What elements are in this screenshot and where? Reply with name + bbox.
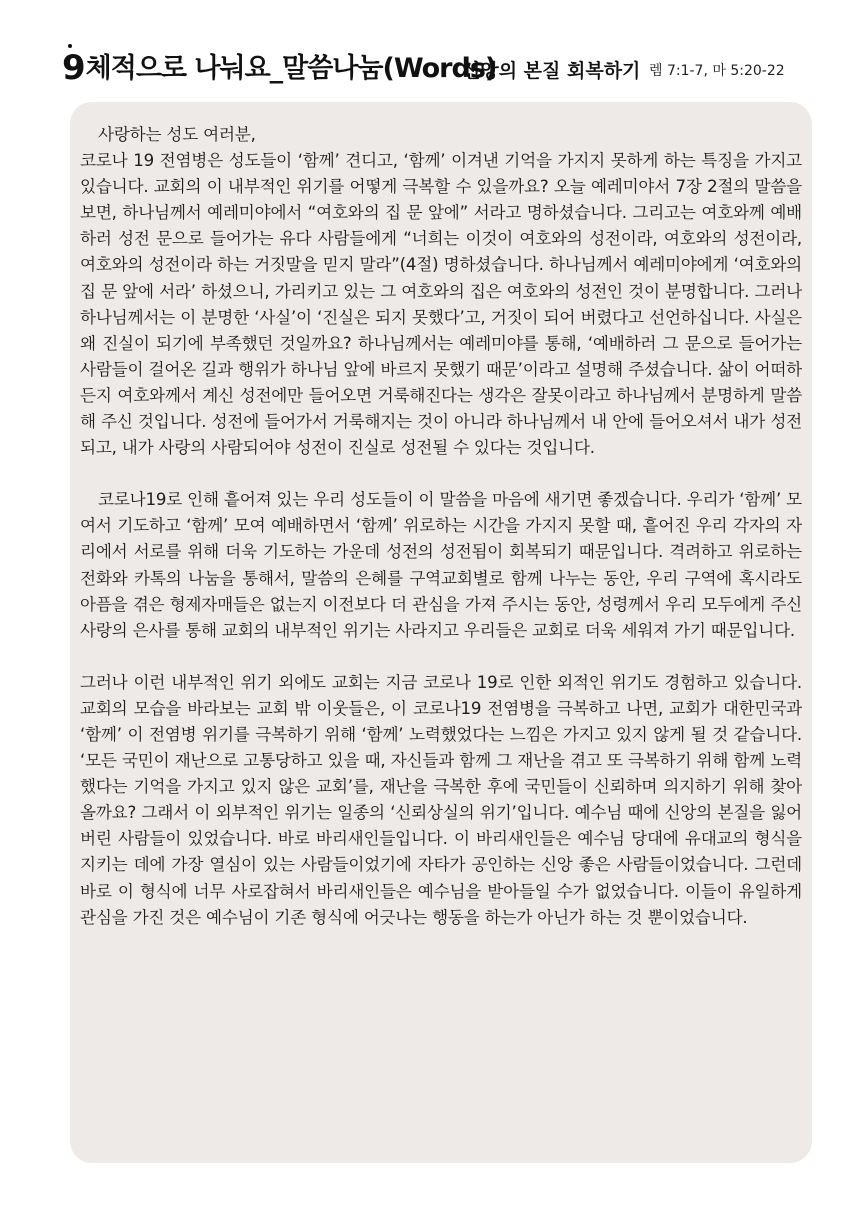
greeting: 사랑하는 성도 여러분, — [98, 125, 256, 144]
paragraph-3: 그러나 이런 내부적인 위기 외에도 교회는 지금 코로나 19로 인한 외적인 위기도 경험하고 있습니다. 교회의 모습을 바라보는 교회 밖 이웃들은, 이 코로나19 전염병을 극복하고 나면, 교회가 대한민국과 ‘함께’ 이 전염병 위기를 극복하기 위해 ‘함께’ 노력했었다는 느낌은 가지고 있지 않게 될 것 같습니다. ‘모든 국민이 재난으로 고통당하고 있을 때, 자신들과 함께 그 재난을 겪고 또 극복하기 위해 함께 노력했다는 기억을 가지고 있지 않은 교회’를, 재난을 극복한 후에 국민들이 신뢰하며 의지하기 위해 찾아올까요? 그래서 이 외부적인 위기는 일종의 ‘신뢰상실의 위기’입니다. 예수님 때에 신앙의 본질을 잃어버린 사람들이 있었습니다. 바로 바리새인들입니다. 이 바리새인들은 예수님 당대에 유대교의 형식을 지키는 데에 가장 열심이 있는 사람들이었기에 자타가 공인하는 신앙 좋은 사람들이었습니다. 그런데 바로 이 형식에 너무 사로잡혀서 바리새인들은 예수님을 받아들일 수가 없었습니다. 이들이 유일하게 관심을 가진 것은 예수님이 기존 형식에 어긋나는 행동을 하는가 아닌가 하는 것 뿐이었습니다. — [80, 672, 802, 927]
paragraph-spacer — [80, 461, 802, 487]
paragraph-2: 코로나19로 인해 흩어져 있는 우리 성도들이 이 말씀을 마음에 새기면 좋겠습니다. 우리가 ‘함께’ 모여서 기도하고 ‘함께’ 모여 예배하면서 ‘함께’ 위로하는 시간을 가지지 못할 때, 흩어진 우리 각자의 자리에서 서로를 위해 더욱 기도하는 가운데 성전의 성전됨이 회복되기 때문입니다. 격려하고 위로하는 전화와 카톡의 나눔을 통해서, 말씀의 은혜를 구역교회별로 함께 나누는 동안, 우리 구역에 혹시라도 아픔을 겪은 형제자매들은 없는지 이전보다 더 관심을 가져 주시는 동안, 성령께서 우리 모두에게 주신 사랑의 은사를 통해 교회의 내부적인 위기는 사라지고 우리들은 교회로 더욱 세워져 가기 때문입니다. — [80, 490, 802, 640]
title-text: 체적으로 나눠요_말씀나눔(Words) — [85, 53, 497, 84]
scripture-reference: 렘 7:1-7, 마 5:20-22 — [649, 63, 785, 79]
section-title — [62, 46, 496, 86]
sermon-subject: 신앙의 본질 회복하기 — [462, 60, 641, 82]
article-body — [80, 122, 802, 931]
content-panel — [70, 102, 812, 1163]
title-mark: 9 — [62, 48, 85, 88]
paragraph-1: 코로나 19 전염병은 성도들이 ‘함께’ 견디고, ‘함께’ 이겨낸 기억을 가지지 못하게 하는 특징을 가지고 있습니다. 교회의 이 내부적인 위기를 어떻게 극복할 수 있을까요? 오늘 예레미야서 7장 2절의 말씀을 보면, 하나님께서 예레미야에서 “여호와의 집 문 앞에” 서라고 명하셨습니다. 그리고는 여호와께 예배하러 성전 문으로 들어가는 유다 사람들에게 “너희는 이것이 여호와의 성전이라, 여호와의 성전이라, 여호와의 성전이라 하는 거짓말을 믿지 말라”(4절) 명하셨습니다. 하나님께서 예레미야에게 ‘여호와의 집 문 앞에 서라’ 하셨으니, 가리키고 있는 그 여호와의 집은 여호와의 성전인 것이 분명합니다. 그러나 하나님께서는 이 분명한 ‘사실’이 ‘진실은 되지 못했다’고, 거짓이 되어 버렸다고 선언하십니다. 사실은 왜 진실이 되기에 부족했던 것일까요? 하나님께서는 예레미야를 통해, ‘예배하러 그 문으로 들어가는 사람들이 걸어온 길과 행위가 하나님 앞에 바르지 못했기 때문’이라고 설명해 주셨습니다. 삶이 어떠하든지 여호와께서 계신 성전에만 들어오면 거룩해진다는 생각은 잘못이라고 하나님께서 분명하게 말씀해 주신 것입니다. 성전에 들어가서 거룩해지는 것이 아니라 하나님께서 내 안에 들어오셔서 내가 성전되고, 내가 사랑의 사람되어야 성전이 진실로 성전될 수 있다는 것입니다. — [80, 151, 802, 458]
paragraph-spacer — [80, 644, 802, 670]
page-header — [62, 40, 822, 90]
